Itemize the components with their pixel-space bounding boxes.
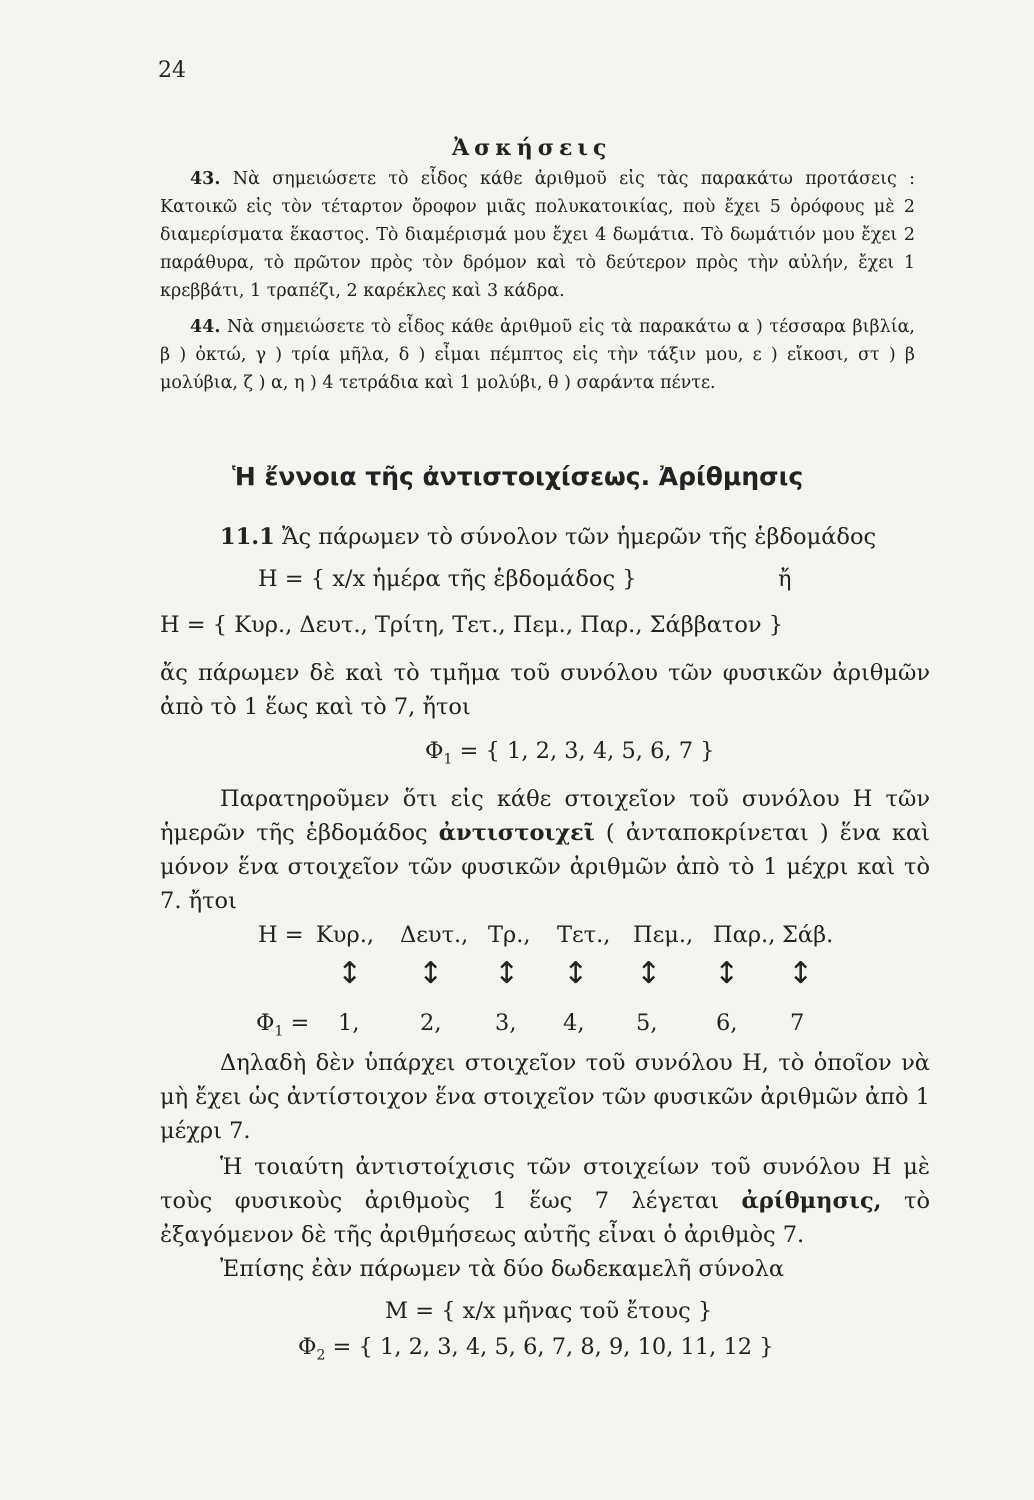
- paragraph-text-after: ( ἀνταποκρίνεται ) ἕνα καὶ μόνον ἕνα στοιχεῖον τῶν φυσικῶν ἀριθμῶν ἀπὸ τὸ 1 μέχρι καὶ τὸ 7. ἤτοι: [160, 820, 930, 914]
- formula-set-h-definition: Η = { x/x ἡμέρα τῆς ἑβδομάδος }: [258, 566, 637, 592]
- paragraph-text: Δηλαδὴ δὲν ὑπάρχει στοιχεῖον τοῦ συνόλου Η, τὸ ὁποῖον νὰ μὴ ἔχει ὡς ἀντίστοιχον ἕνα στοιχεῖον τῶν φυσικῶν ἀριθμῶν ἀπὸ 1 μέχρι 7.: [160, 1050, 930, 1144]
- formula-set-m: Μ = { x/x μῆνας τοῦ ἔτους }: [385, 1298, 713, 1324]
- phi-symbol: Φ: [298, 1334, 317, 1360]
- phi-symbol: Φ: [256, 1010, 275, 1036]
- exercise-43: [160, 165, 915, 305]
- exercise-44-number: 44.: [190, 317, 221, 337]
- section-title: Ἡ ἔννοια τῆς ἀντιστοιχίσεως. Ἀρίθμησις: [232, 462, 804, 491]
- paragraph-text: Ἄς πάρωμεν τὸ σύνολον τῶν ἡμερῶν τῆς ἑβδομάδος: [281, 524, 877, 550]
- mapping-number: 1,: [338, 1010, 360, 1036]
- mapping-number: 5,: [636, 1010, 658, 1036]
- exercise-43-number: 43.: [190, 169, 221, 189]
- mapping-day: Κυρ.,: [316, 922, 375, 948]
- double-arrow-icon: ↕: [788, 956, 814, 991]
- mapping-day: Πεμ.,: [633, 922, 694, 948]
- mapping-number: 2,: [420, 1010, 442, 1036]
- mapping-phi-label: $\Phi_1$ =: [256, 1010, 310, 1040]
- mapping-number: 6,: [716, 1010, 738, 1036]
- paragraph-text: ἄς πάρωμεν δὲ καὶ τὸ τμῆμα τοῦ συνόλου τῶν φυσικῶν ἀριθμῶν ἀπὸ τὸ 1 ἕως καὶ τὸ 7, ἤτοι: [160, 660, 930, 720]
- exercise-44-text: Νὰ σημειώσετε τὸ εἶδος κάθε ἀριθμοῦ εἰς τὰ παρακάτω α ) τέσσαρα βιβλία, β ) ὀκτώ, γ ) τρία μῆλα, δ ) εἶμαι πέμπτος εἰς τὴν τάξιν μου, ε ) εἴκοσι, στ ) β μολύβια, ζ ) α, η ) 4 τετράδια καὶ 1 μολύβι, θ ) σαράντα πέντε.: [160, 317, 915, 393]
- paragraph-twelve-sets: [160, 1252, 930, 1286]
- paragraph-text-after: τὸ ἐξαγόμενον δὲ τῆς ἀριθμήσεως αὐτῆς εἶναι ὁ ἀριθμὸς 7.: [160, 1188, 930, 1248]
- double-arrow-icon: ↕: [494, 956, 520, 991]
- phi-subscript: 1: [274, 1023, 284, 1040]
- term-arithmisis: ἀρίθμησις,: [741, 1188, 882, 1214]
- paragraph-11-1: [160, 520, 930, 554]
- formula-or: ἤ: [778, 566, 792, 592]
- paragraph-number: 11.1: [220, 524, 275, 550]
- paragraph-no-element-without-pair: [160, 1046, 930, 1148]
- mapping-number: 3,: [495, 1010, 517, 1036]
- double-arrow-icon: ↕: [636, 956, 662, 991]
- paragraph-counting: [160, 1150, 930, 1252]
- phi-subscript: 1: [443, 751, 453, 768]
- term-antistoixei: ἀντιστοιχεῖ: [438, 820, 595, 846]
- paragraph-subset-naturals: [160, 656, 930, 724]
- mapping-day: Τρ.,: [488, 922, 531, 948]
- paragraph-correspondence: [160, 782, 930, 918]
- double-arrow-icon: ↕: [337, 956, 363, 991]
- mapping-day: Τετ.,: [557, 922, 611, 948]
- exercise-43-text: Νὰ σημειώσετε τὸ εἶδος κάθε ἀριθμοῦ εἰς τὰς παρακάτω προτάσεις : Κατοικῶ εἰς τὸν τέταρτον ὄροφον μιᾶς πολυκατοικίας, ποὺ ἔχει 5 ὀρόφους μὲ 2 διαμερίσματα ἕκαστος. Τὸ διαμέρισμά μου ἔχει 4 δωμάτια. Τὸ δωμάτιόν μου ἔχει 2 παράθυρα, τὸ πρῶτον πρὸς τὸν δρόμον καὶ τὸ δεύτερον πρὸς τὴν αὐλήν, ἔχει 1 κρεββάτι, 1 τραπέζι, 2 καρέκλες καὶ 3 κάδρα.: [160, 169, 915, 301]
- phi2-set: = { 1, 2, 3, 4, 5, 6, 7, 8, 9, 10, 11, 12 }: [332, 1334, 774, 1360]
- double-arrow-icon: ↕: [418, 956, 444, 991]
- phi1-set: = { 1, 2, 3, 4, 5, 6, 7 }: [459, 738, 715, 764]
- phi-subscript: 2: [316, 1347, 326, 1364]
- formula-set-h-list: Η = { Κυρ., Δευτ., Τρίτη, Τετ., Πεμ., Παρ., Σάββατον }: [160, 612, 784, 638]
- mapping-day: Σάβ.: [782, 922, 834, 948]
- paragraph-text: Ἐπίσης ἐὰν πάρωμεν τὰ δύο δωδεκαμελῆ σύνολα: [220, 1256, 785, 1282]
- mapping-number: 7: [790, 1010, 805, 1036]
- paragraph-text-before: Παρατηροῦμεν ὅτι εἰς κάθε στοιχεῖον τοῦ συνόλου Η τῶν ἡμερῶν τῆς ἑβδομάδος: [160, 786, 930, 846]
- mapping-day: Δευτ.,: [400, 922, 469, 948]
- double-arrow-icon: ↕: [563, 956, 589, 991]
- page-number: 24: [158, 58, 186, 83]
- phi-symbol: Φ: [425, 738, 444, 764]
- paragraph-text-before: Ἡ τοιαύτη ἀντιστοίχισις τῶν στοιχείων τοῦ συνόλου Η μὲ τοὺς φυσικοὺς ἀριθμοὺς 1 ἕως 7 λέγεται: [160, 1154, 930, 1214]
- mapping-day: Παρ.,: [713, 922, 776, 948]
- mapping-number: 4,: [563, 1010, 585, 1036]
- formula-phi2: [298, 1334, 774, 1364]
- exercise-44: [160, 313, 915, 397]
- mapping-h-label: Η =: [258, 922, 304, 948]
- exercises-heading: Ἀσκήσεις: [452, 135, 612, 161]
- formula-phi1: [425, 738, 715, 768]
- double-arrow-icon: ↕: [714, 956, 740, 991]
